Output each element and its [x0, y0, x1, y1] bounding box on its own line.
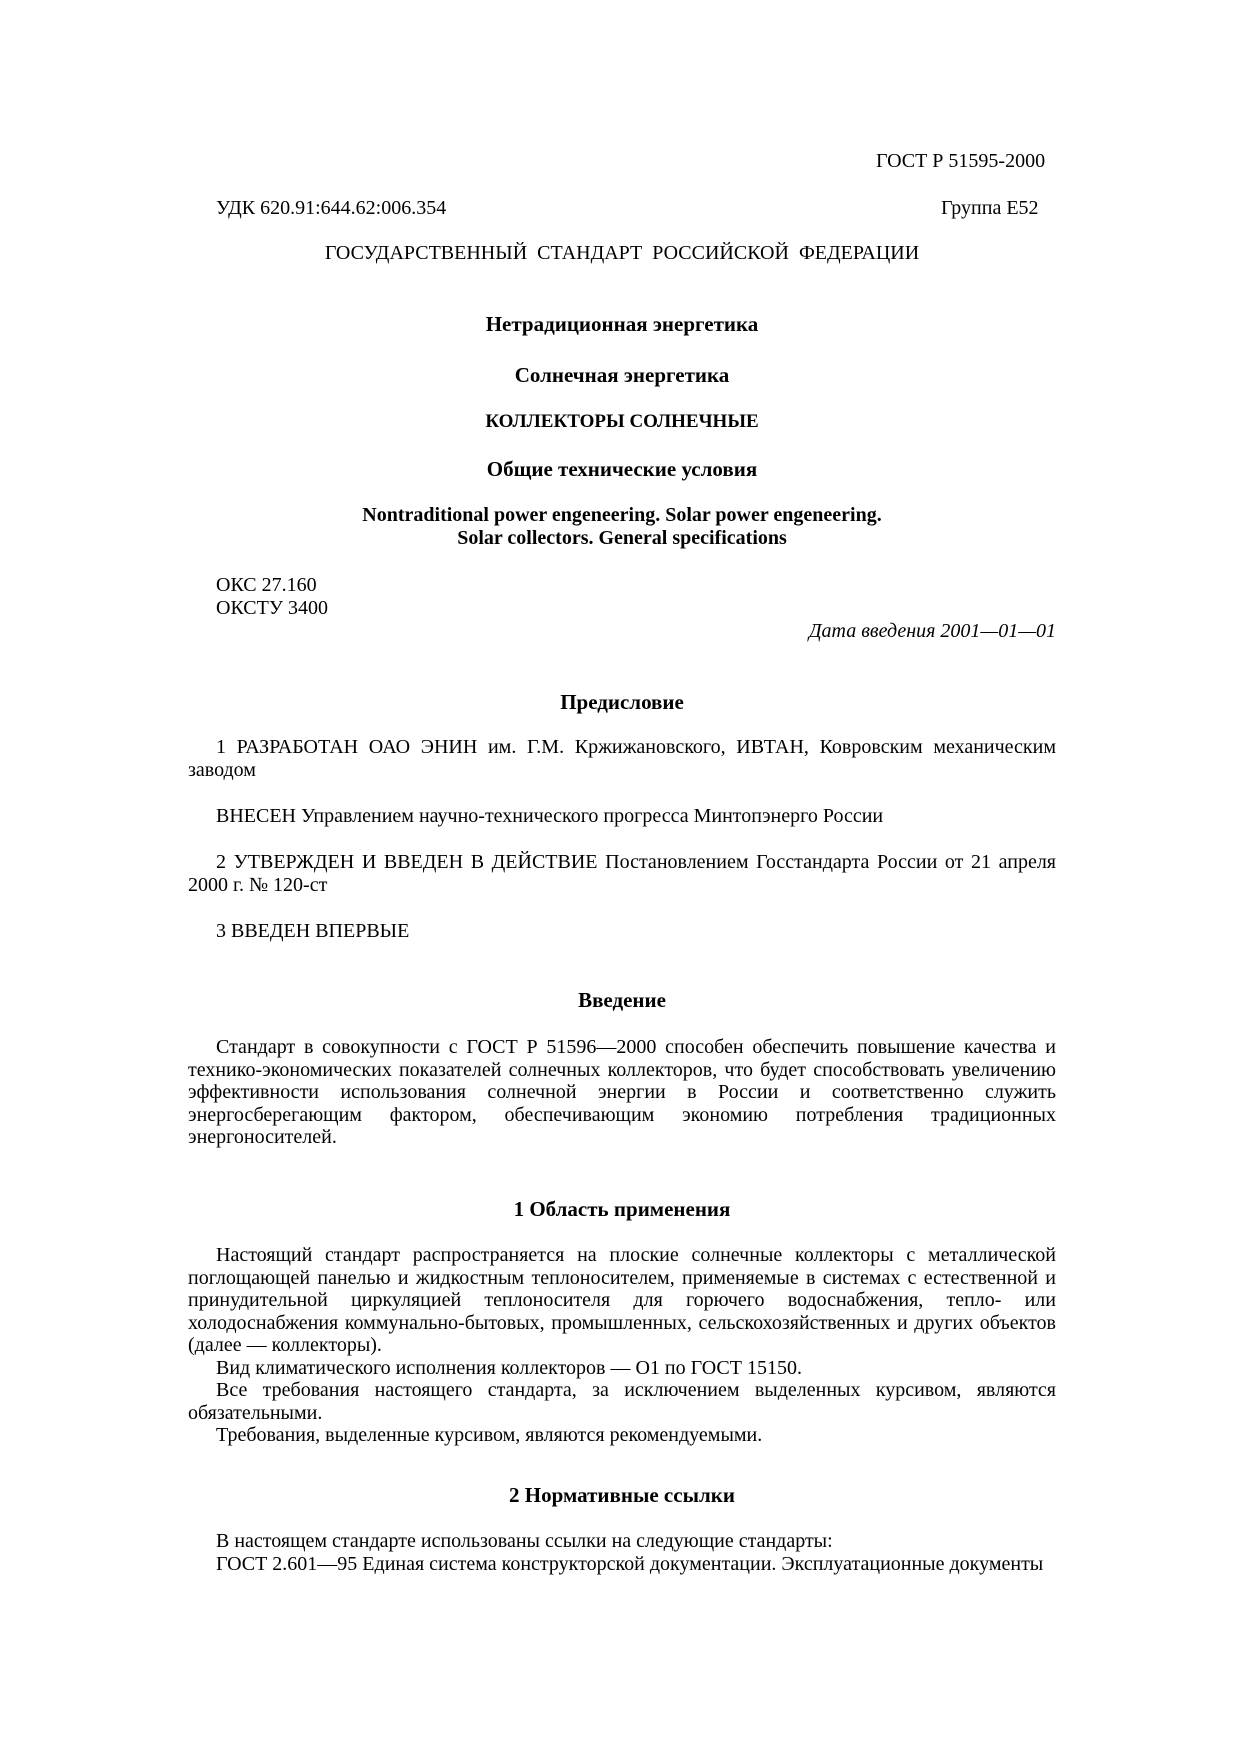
preface-paragraph-1: 1 РАЗРАБОТАН ОАО ЭНИН им. Г.М. Кржижановского, ИВТАН, Ковровским механическим заводом	[188, 736, 1056, 781]
preface-first-introduced	[188, 920, 1056, 943]
title-solar-energy: Солнечная энергетика	[514, 363, 730, 387]
preface-introduced-by	[188, 805, 1056, 828]
preface-paragraph-3: 2 УТВЕРЖДЕН И ВВЕДЕН В ДЕЙСТВИЕ Постановлением Госстандарта России от 21 апреля 2000 г. № 120-ст	[188, 851, 1056, 896]
section-2-paragraph-1: В настоящем стандарте использованы ссылки на следующие стандарты:	[216, 1530, 833, 1552]
introduction-heading: Введение	[578, 988, 666, 1012]
section-1-paragraph-3: Все требования настоящего стандарта, за исключением выделенных курсивом, являются обязательными.	[188, 1379, 1056, 1424]
english-title-line-1: Nontraditional power engeneering. Solar power engeneering.	[362, 504, 882, 526]
state-standard-title: ГОСУДАРСТВЕННЫЙ СТАНДАРТ РОССИЙСКОЙ ФЕДЕРАЦИИ	[324, 242, 920, 264]
introduction-text	[188, 1036, 1056, 1149]
section-1-paragraph-4: Требования, выделенные курсивом, являются рекомендуемыми.	[216, 1424, 763, 1446]
section-1-paragraph-2: Вид климатического исполнения коллекторов — О1 по ГОСТ 15150.	[216, 1356, 802, 1379]
group-code: Группа Е52	[941, 197, 1039, 219]
section-2-heading: 2 Нормативные ссылки	[509, 1483, 735, 1507]
preface-heading: Предисловие	[560, 690, 684, 714]
section-1-text	[188, 1244, 1056, 1447]
preface-paragraph-2: ВНЕСЕН Управлением научно-технического прогресса Минтопэнерго России	[216, 805, 884, 827]
preface-paragraph-4: 3 ВВЕДЕН ВПЕРВЫЕ	[216, 920, 410, 942]
section-1-paragraph-1: Настоящий стандарт распространяется на плоские солнечные коллекторы с металлической поглощающей панелью и жидкостным теплоносителем, применяемые в системах с естественной и принудительной циркуляцией теплоносителя для горючего водоснабжения, тепло- или холодоснабжения коммунально-бытовых, промышленных, сельскохозяйственных и других объектов (далее — коллекторы).	[188, 1244, 1056, 1356]
title-solar-collectors: КОЛЛЕКТОРЫ СОЛНЕЧНЫЕ	[485, 411, 759, 432]
title-general-specifications: Общие технические условия	[486, 457, 758, 481]
title-nontraditional-energy: Нетрадиционная энергетика	[485, 312, 759, 336]
section-2-text	[188, 1530, 1056, 1575]
introduction-date: Дата введения 2001—01—01	[808, 620, 1056, 642]
oks-code: ОКС 27.160	[216, 574, 317, 596]
standard-designation: ГОСТ Р 51595-2000	[876, 150, 1046, 172]
section-2-paragraph-2: ГОСТ 2.601—95 Единая система конструкторской документации. Эксплуатационные документы	[216, 1552, 1044, 1575]
introduction-paragraph: Стандарт в совокупности с ГОСТ Р 51596—2000 способен обеспечить повышение качества и технико-экономических показателей солнечных коллекторов, что будет способствовать увеличению эффективности использования солнечной энергии в России и соответственно служить энергосберегающим фактором, обеспечивающим экономию потребления традиционных энергоносителей.	[188, 1036, 1056, 1148]
okstu-code: ОКСТУ 3400	[216, 597, 329, 619]
preface-developer	[188, 736, 1056, 781]
preface-approved	[188, 851, 1056, 896]
udk-code: УДК 620.91:644.62:006.354	[216, 197, 447, 219]
english-title-line-2: Solar collectors. General specifications	[457, 527, 787, 549]
section-1-heading: 1 Область применения	[513, 1197, 731, 1221]
